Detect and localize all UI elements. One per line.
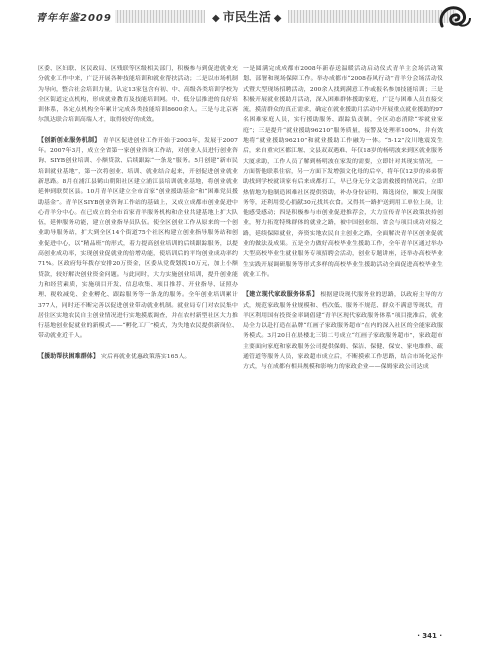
diamond-icon: ◆ — [212, 13, 220, 24]
paragraph: 一是圆满完成成都市2008年新春送温暖活动启动仪式青羊主会场活动策划、部署和现场保障工作。举办成都市“2008春风行动”青羊分会场活动仪式暨大型现场招聘活动，200余人找到满意工作或报名参加技能培训；三是积极开展就业援助月活动，深入困难群体援助家庭，广泛与困难人员直接交流，摸清群众的真正需求，确定在就业援助月活动中开展重点就业援助的97名困难家庭人员，实行援助服务、跟踪负责制，全区动态消除“零就业家庭”；三是提升“就业援助96210”服务质量，接警及处理率100%，并有效地将“就业援助96210”和就业援助工作融为一体。“5·12”汶川地震发生后，来自重灾区都江堰、文县双双遇难、年仅18岁的杨明波来到区就业服务大厦求助，工作人员了解到杨明波在家发的需要，立即针对其现实情况，一方面帮他联系住宿，另一方面下发增强文化母的后卒，将年仅12岁的弟弟帮助找到学校就读家有后来成都打工，早已身无分文急需救援的情况后，立即热情地为他制造困难社区提供资助，补办身份证明、筛选岗位，顺发上岗服务等，还利用爱心捐献30元找其衣食。又得其一路护送到用工单位上岗，让他感受感动；四是积极参与市创业促进推荐会，大力宣传青羊区政策扶持创业，努力拓宽特殊群体的就业之路，被中国创业组、省会与项目成功对接之路，延续保障就业，奔资实地农民自主创业之路，全面解决青羊区创业促就业的做法及成果。五是全力做好高校毕业生援助工作，全年青羊区通过举办大型高校毕业生就业服务专项招聘会活动，创业专题讲座，还举办高校毕业生实践开展调研服务等形式多样的高校毕业生援助活动全面促进高校毕业生就业工作。 — [243, 66, 443, 278]
section-label: 市民生活 — [222, 10, 271, 24]
page-header — [0, 0, 480, 40]
section-heading: 【创新创业服务机制】 — [38, 136, 101, 144]
paragraph-text: 灾后再就业优惠政策落实165人。 — [101, 353, 191, 360]
paragraph-text: 青羊区促进创业工作开始于2003年，发展于2007年。2007年3月，成立全省第一家创业咨询工作站，对创业人员进行创业咨询、SIYB创业培训、小额贷款、后续跟踪“一条龙”服务。5月创建“新市民培训就业基地”，第一次将创业、培训、就业结合起来，开创促进创业就业新思路。8月在浦江县鹤山朝阳社区建立浦江县培训就业基地，将创业就业延伸到联贸区县。10月青羊区建立全市首家“创业援助基金”和“困难党员援助基金”。青羊区SIYB创业咨询工作站的基础上，又成立成都市创业促进中心青羊分中心。在已成立的全市首家青羊服务机构和企业共建基地上扩大队伍，延伸服务功能，建立创业指导员队伍。使全区创业工作从原来的一个创业助导服务站，扩大到全区14个街道75个社区构建立创业指导服务站和创业促进中心，以“精品班”的形式，着力提高创业培训的后续跟踪服务，以提高创业成功率，实现创业促就业的倍增功能，使培训后的平均创业成功率约71%。区政府每年拨存安排20万资金，区委从党费划拨10万元，加上小额贷款，较好解决创业资金问题。与此同时，大力实施创业培训，提升创业能力和经营素质，实施项目开发、信息收集、项目推荐、开业指导、证照办理、税收减免、企业孵化、跟踪服务等一条龙的服务。全年创业培训累计377人，同时还不断完善以促进创业带动就业机制。就业局专门对农民集中居住区实地农民自主创业情况进行实地摸底调查，并在农村新型社区大力推行基地创业促就业的新模式——“孵化工厂”模式，为失地农民提供新岗位、带动就业近千人。 — [38, 137, 238, 340]
right-column — [243, 64, 443, 373]
section-title — [205, 8, 288, 25]
paragraph — [243, 290, 443, 372]
page-number: · 341 · — [417, 632, 442, 640]
paragraph-text: 根据建设现代服务业的思路，以政府主导的方式，规范家政服务业规模和、档次低、服务不规范、群众不满意等现状，青羊区利用国有投资金率调倡建“青羊区现代家政服务体系”项目批准后，就业局全力以赴打造在品牌“红画子家政服务超市”在内的深入社区的全能家政服务模式。3月20日在晨楼北三街二号成立“红画子家政服务超市”，家政超市主要面向家庭和家政服务公司提供保姆、保洁、保健、保安、家电维修、疏通管道等服务人员，家政超市成立后，不断摸索工作思路，结合市场化运作方式，与在成都有相具规模和影响力的家政企业——保姆家政公司达成 — [243, 292, 443, 371]
yearbook-title: 青年年鉴2009 — [36, 9, 115, 24]
section-heading: 【建立现代家政服务体系】 — [243, 291, 319, 299]
diamond-icon: ◆ — [273, 13, 282, 24]
paragraph — [38, 136, 238, 342]
section-heading: 【援助帮扶困难群体】 — [38, 352, 100, 360]
paragraph — [38, 352, 238, 362]
swirl-ornament-icon — [436, 2, 472, 32]
paragraph: 区委、区妇联、区民政局、区残联等区级相关部门，积极参与到促进就业充分就业工作中来，广泛开展各种技能培训和就业帮扶活动；二是以市场机制为导向，整合社会培训力量，认定13家包含有初、中、高级各类培训学校为全区街道定点机构，形成就业教育及技能培训网。中、低分层推进的良好培训体系，各定点机构全年累计完成各类技能培训8600余人。三是与北京赛尔凯达联合培训高端人才，取得较好的成效。 — [38, 66, 238, 124]
left-column — [38, 64, 238, 362]
